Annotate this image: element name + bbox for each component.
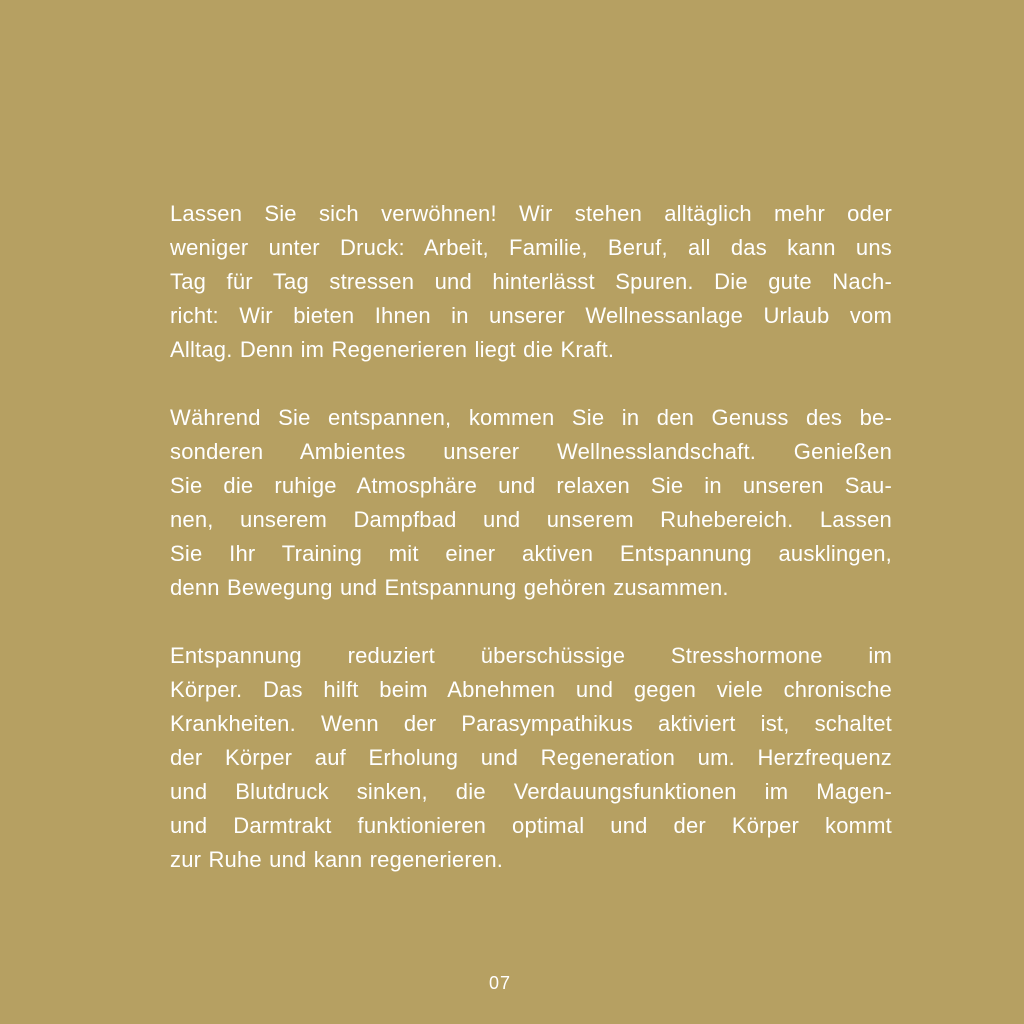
- text-line: Lassen Sie sich verwöhnen! Wir stehen alltäglich mehr oder: [170, 201, 892, 226]
- text-line: der Körper auf Erholung und Regeneration um. Herzfrequenz: [170, 745, 892, 770]
- text-line: Körper. Das hilft beim Abnehmen und gegen viele chronische: [170, 677, 892, 702]
- page-number: 07: [488, 973, 512, 993]
- text-line: Tag für Tag stressen und hinterlässt Spuren. Die gute Nach-: [170, 269, 892, 294]
- text-line: Sie die ruhige Atmosphäre und relaxen Sie in unseren Sau-: [170, 473, 892, 498]
- text-line: Sie Ihr Training mit einer aktiven Entspannung ausklingen,: [170, 541, 892, 566]
- paragraph-spacer: [170, 605, 892, 639]
- paragraph-2: [170, 401, 892, 605]
- text-line: sonderen Ambientes unserer Wellnesslandschaft. Genießen: [170, 439, 892, 464]
- text-line: weniger unter Druck: Arbeit, Familie, Beruf, all das kann uns: [170, 235, 892, 260]
- text-line: zur Ruhe und kann regenerieren.: [170, 847, 504, 872]
- text-line: richt: Wir bieten Ihnen in unserer Wellnessanlage Urlaub vom: [170, 303, 892, 328]
- body-text: [170, 197, 892, 877]
- text-line: nen, unserem Dampfbad und unserem Ruhebereich. Lassen: [170, 507, 892, 532]
- text-line: Krankheiten. Wenn der Parasympathikus aktiviert ist, schaltet: [170, 711, 892, 736]
- text-line: Entspannung reduziert überschüssige Stresshormone im: [170, 643, 892, 668]
- text-line: denn Bewegung und Entspannung gehören zusammen.: [170, 575, 729, 600]
- text-line: Alltag. Denn im Regenerieren liegt die Kraft.: [170, 337, 615, 362]
- text-line: und Blutdruck sinken, die Verdauungsfunktionen im Magen-: [170, 779, 892, 804]
- paragraph-spacer: [170, 367, 892, 401]
- text-line: Während Sie entspannen, kommen Sie in den Genuss des be-: [170, 405, 892, 430]
- text-line: und Darmtrakt funktionieren optimal und der Körper kommt: [170, 813, 892, 838]
- paragraph-3: [170, 639, 892, 877]
- paragraph-1: [170, 197, 892, 367]
